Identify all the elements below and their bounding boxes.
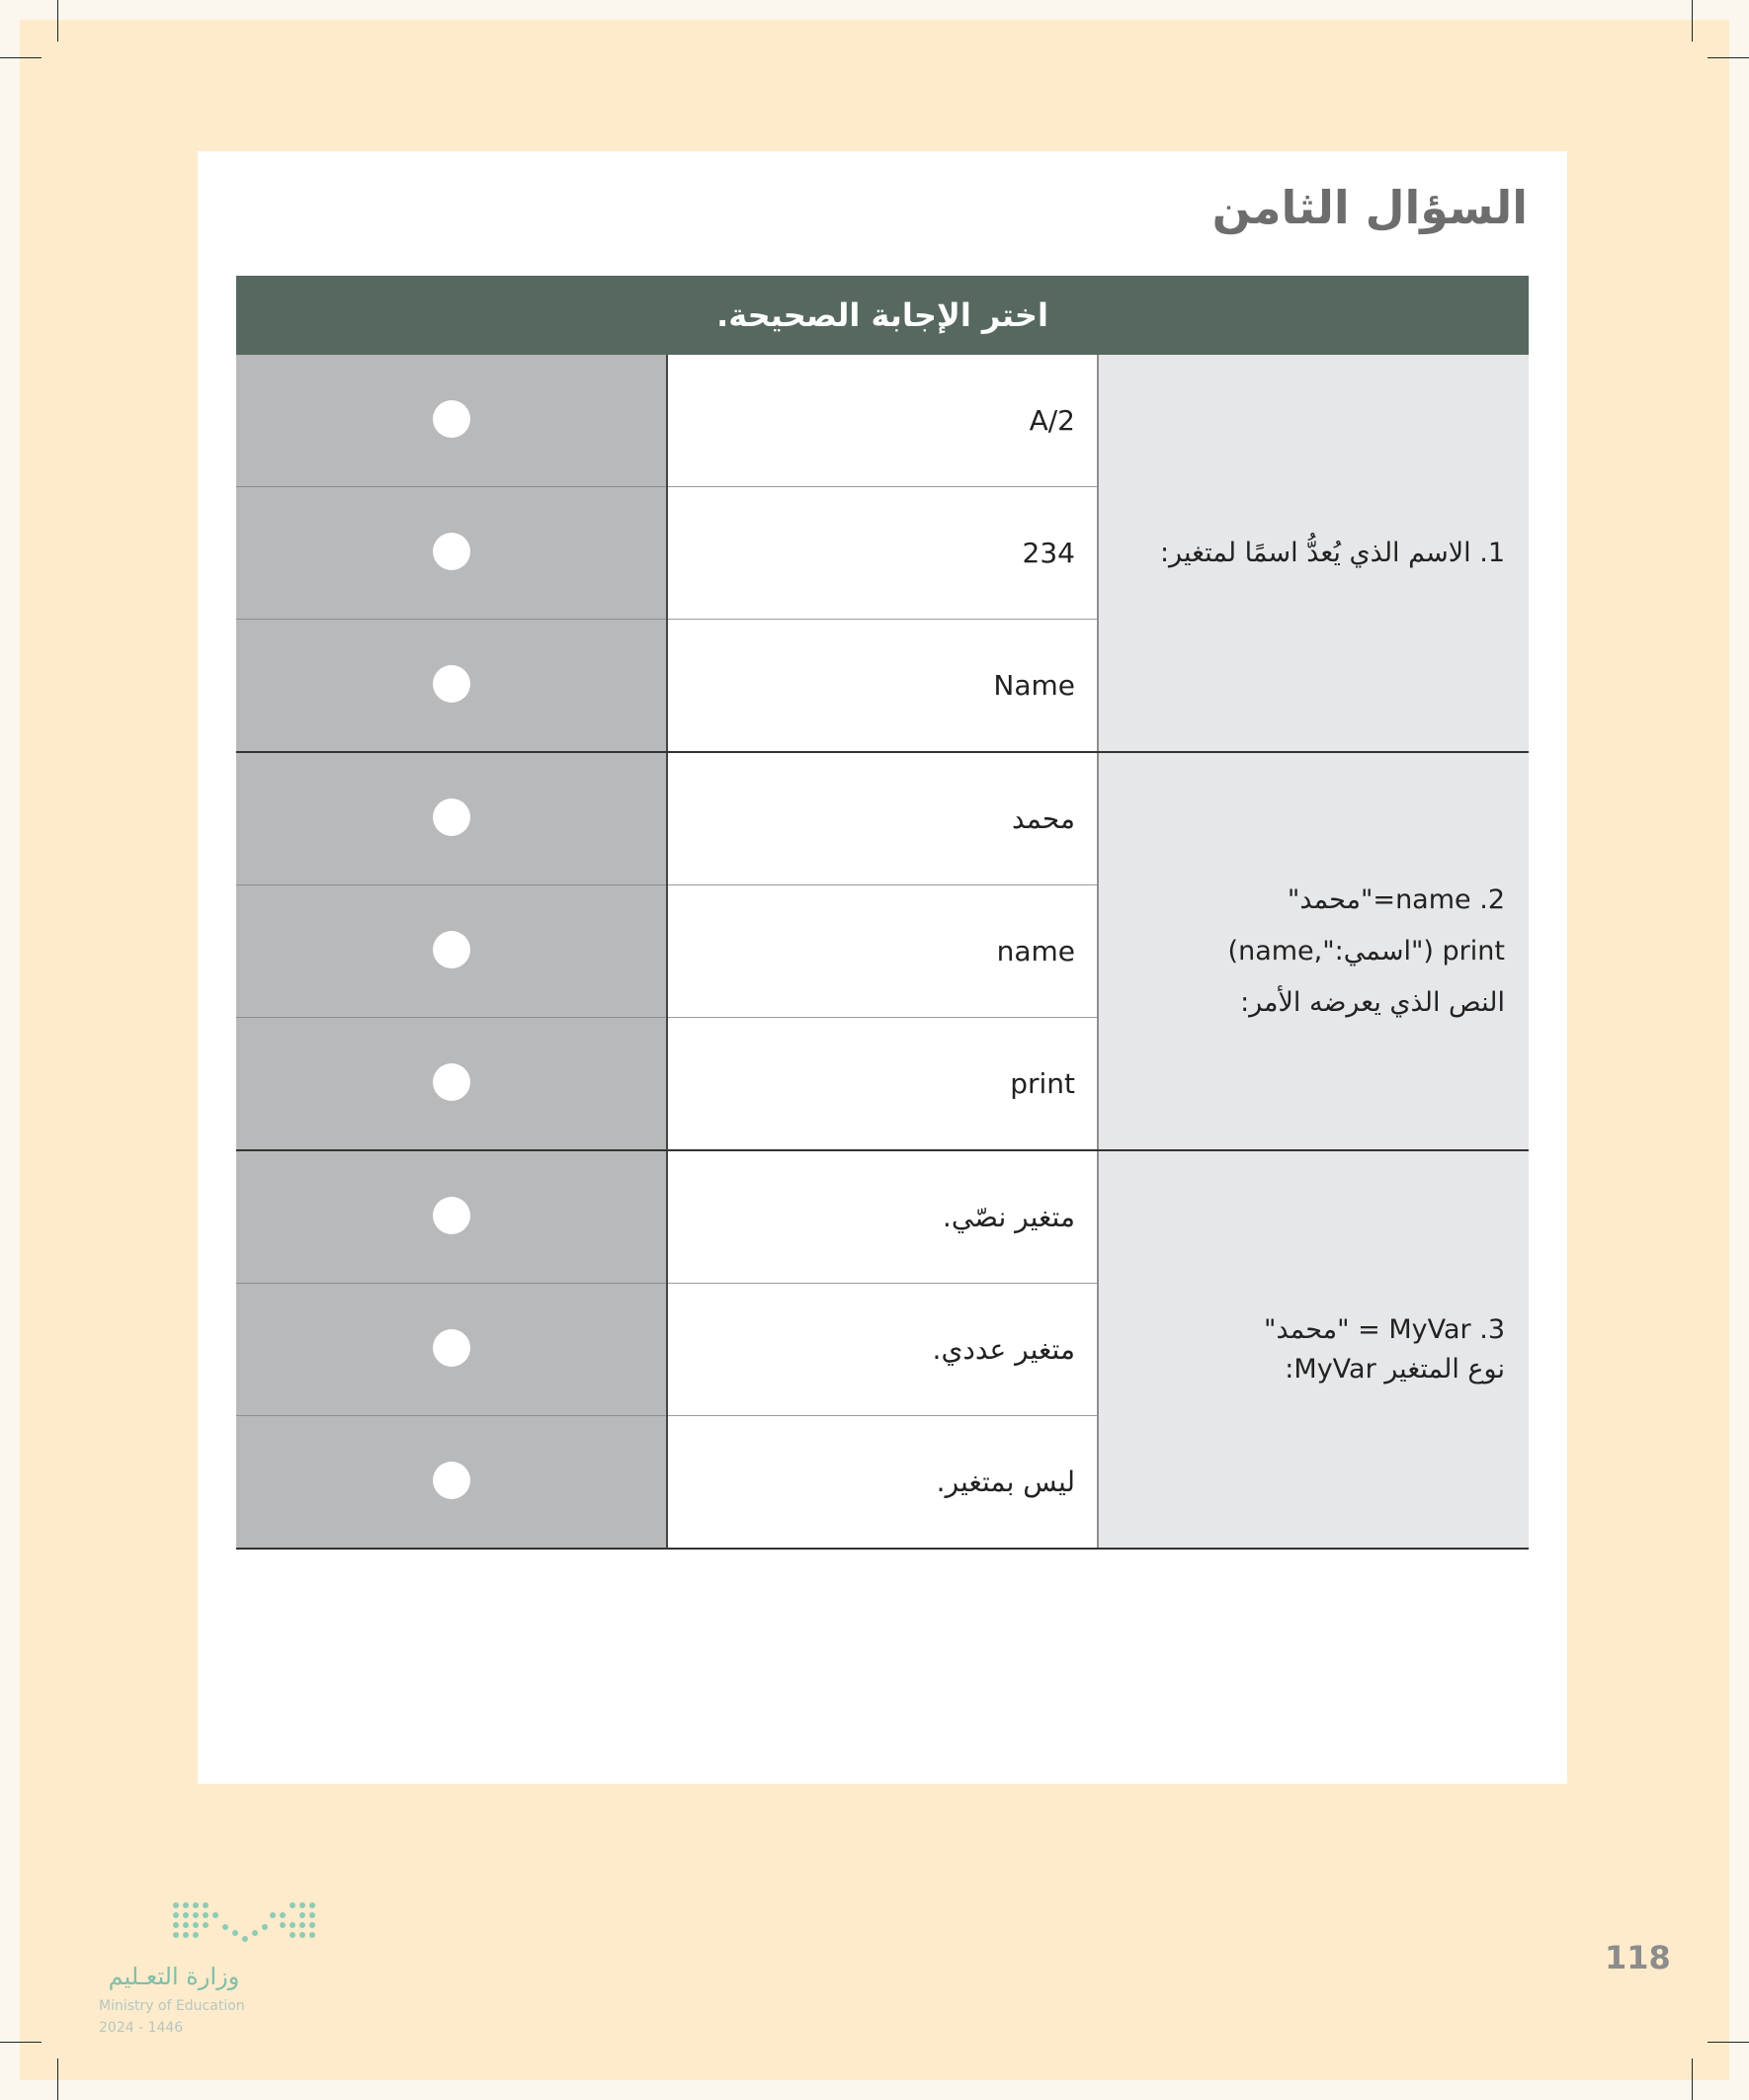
- radio-cell[interactable]: [236, 1150, 667, 1284]
- radio-cell[interactable]: [236, 1416, 667, 1550]
- crop-mark: [1692, 0, 1693, 42]
- option-text: Name: [667, 620, 1098, 753]
- dotted-emblem-icon: [170, 1899, 318, 1951]
- radio-cell[interactable]: [236, 1284, 667, 1416]
- crop-mark: [1692, 2058, 1693, 2100]
- radio-cell[interactable]: [236, 885, 667, 1018]
- crop-mark: [0, 57, 42, 58]
- question-line: print ("اسمي:",name): [1227, 935, 1505, 966]
- option-row: [236, 752, 1529, 885]
- radio-circle-icon[interactable]: [433, 1462, 470, 1499]
- crop-mark: [57, 2058, 58, 2100]
- crop-mark: [57, 0, 58, 42]
- ministry-name-arabic: وزارة التعـليم: [108, 1963, 240, 1990]
- radio-cell[interactable]: [236, 752, 667, 885]
- radio-circle-icon[interactable]: [433, 1197, 470, 1234]
- radio-circle-icon[interactable]: [433, 1329, 470, 1367]
- option-text: متغير نصّي.: [667, 1150, 1098, 1284]
- radio-circle-icon[interactable]: [433, 1063, 470, 1101]
- question-2-prompt: [1098, 752, 1529, 1150]
- radio-circle-icon[interactable]: [433, 533, 470, 570]
- option-text: A/2: [667, 355, 1098, 487]
- radio-circle-icon[interactable]: [433, 931, 470, 968]
- question-1-prompt: [1098, 355, 1529, 752]
- question-line: نوع المتغير MyVar:: [1285, 1353, 1505, 1385]
- radio-cell[interactable]: [236, 620, 667, 753]
- question-card: [198, 151, 1567, 1784]
- option-text: print: [667, 1018, 1098, 1151]
- radio-circle-icon[interactable]: [433, 665, 470, 703]
- ministry-name-english: Ministry of Education: [99, 1998, 245, 2014]
- page-number: 118: [1605, 1939, 1671, 1976]
- option-text: محمد: [667, 752, 1098, 885]
- option-text: ليس بمتغير.: [667, 1416, 1098, 1550]
- radio-cell[interactable]: [236, 487, 667, 620]
- radio-circle-icon[interactable]: [433, 400, 470, 438]
- edition-year: 2024 - 1446: [99, 2020, 184, 2036]
- instruction-header: اختر الإجابة الصحيحة.: [236, 276, 1529, 355]
- ministry-logo: [95, 1899, 332, 2038]
- question-line: 1. الاسم الذي يُعدُّ اسمًا لمتغير:: [1159, 537, 1505, 568]
- option-row: [236, 1150, 1529, 1284]
- question-3-prompt: [1098, 1150, 1529, 1549]
- quiz-table: [236, 276, 1529, 1550]
- radio-cell[interactable]: [236, 355, 667, 487]
- crop-mark: [1707, 2042, 1749, 2043]
- option-row: [236, 355, 1529, 487]
- crop-mark: [1707, 57, 1749, 58]
- question-line: 3. MyVar = "محمد": [1264, 1313, 1505, 1345]
- option-text: name: [667, 885, 1098, 1018]
- option-text: 234: [667, 487, 1098, 620]
- question-line: النص الذي يعرضه الأمر:: [1240, 986, 1505, 1018]
- question-title: السؤال الثامن: [1211, 181, 1528, 234]
- crop-mark: [0, 2042, 42, 2043]
- radio-cell[interactable]: [236, 1018, 667, 1151]
- option-text: متغير عددي.: [667, 1284, 1098, 1416]
- radio-circle-icon[interactable]: [433, 798, 470, 836]
- question-line: 2. name="محمد": [1287, 883, 1505, 915]
